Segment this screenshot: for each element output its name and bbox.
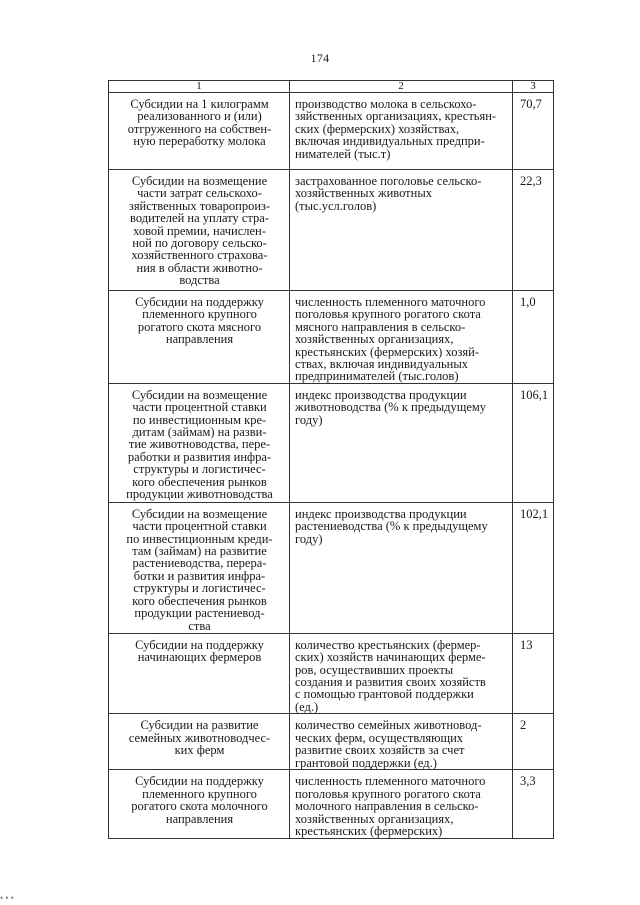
subsidy-name-cell xyxy=(109,383,290,502)
table-body xyxy=(109,93,554,839)
table-row xyxy=(109,291,554,384)
table-header xyxy=(109,81,554,93)
subsidy-name: Субсидии на 1 килограмм реализованного и (или) отгруженного на собствен- ную переработку молока xyxy=(127,97,272,149)
value-cell xyxy=(513,170,554,291)
value-cell xyxy=(513,383,554,502)
subsidy-name: Субсидии на возмещение части процентной ставки по инвестиционным креди- там (займам) на развитие растениеводства, перера- ботки и развития инфра- структуры и логистичес- кого обеспечения рынков продукции растениевод- ства xyxy=(126,506,273,633)
subsidies-table xyxy=(108,80,554,839)
subsidy-name-cell xyxy=(109,170,290,291)
indicator-value: 1,0 xyxy=(520,295,536,309)
indicator-text: количество крестьянских (фермер- ских) хозяйств начинающих ферме- ров, осуществивших проекты создания и развития своих хозяйств с помощью грантовой поддержки (ед.) xyxy=(295,637,486,714)
indicator-value: 70,7 xyxy=(520,97,542,111)
indicator-text: производство молока в сельскохо- зяйственных организациях, крестьян- ских (фермерских) хозяйствах, включая индивидуальных предпри- нимателей (тыс.т) xyxy=(295,97,497,161)
indicator-text: численность племенного маточного поголовья крупного рогатого скота мясного направления в сельско- хозяйственных организациях, крестьянских (фермерских) хозяй- ствах, включая индивидуальных предпринимателей (тыс.голов) xyxy=(295,295,486,384)
indicator-text: индекс производства продукции животноводства (% к предыдущему году) xyxy=(295,387,487,427)
column-header-1: 1 xyxy=(109,81,290,93)
subsidy-name: Субсидии на поддержку племенного крупного рогатого скота молочного направления xyxy=(131,774,268,826)
table-row xyxy=(109,383,554,502)
subsidy-name-cell xyxy=(109,502,290,633)
subsidy-name: Субсидии на возмещение части затрат сельскохо- зяйственных товаропроиз- водителей на уплату стра- ховой премии, начислен- ной по договору сельско- хозяйственного страхова- ния в области животно- водства xyxy=(128,174,271,288)
indicator-cell xyxy=(290,383,513,502)
subsidy-name-cell xyxy=(109,291,290,384)
value-cell xyxy=(513,502,554,633)
indicator-text: индекс производства продукции растениеводства (% к предыдущему году) xyxy=(295,506,488,546)
subsidy-name-cell xyxy=(109,633,290,713)
indicator-cell xyxy=(290,714,513,770)
subsidy-name-cell xyxy=(109,93,290,170)
indicator-value: 22,3 xyxy=(520,174,542,188)
subsidy-name-cell xyxy=(109,714,290,770)
value-cell xyxy=(513,770,554,839)
value-cell xyxy=(513,291,554,384)
subsidy-name: Субсидии на возмещение части процентной ставки по инвестиционным кре- дитам (займам) на разви- тие животноводства, пере- работки и развития инфра- структуры и логистичес- кого обеспечения рынков продукции животноводства xyxy=(126,387,273,502)
indicator-cell xyxy=(290,170,513,291)
subsidy-name-cell xyxy=(109,770,290,839)
indicator-value: 2 xyxy=(520,718,527,733)
value-cell xyxy=(513,93,554,170)
table-row xyxy=(109,633,554,713)
table-row xyxy=(109,770,554,839)
margin-mark: • • • xyxy=(0,893,14,903)
value-cell xyxy=(513,633,554,713)
table-row xyxy=(109,714,554,770)
page-number: 174 xyxy=(310,51,330,65)
table-row xyxy=(109,93,554,170)
subsidy-name: Субсидии на поддержку племенного крупного рогатого скота мясного направления xyxy=(135,295,264,347)
table-row xyxy=(109,502,554,633)
table-row xyxy=(109,170,554,291)
value-cell xyxy=(513,714,554,770)
indicator-value: 13 xyxy=(520,637,533,652)
subsidy-name: Субсидии на развитие семейных животноводчес- ких ферм xyxy=(128,718,271,758)
indicator-value: 106,1 xyxy=(520,387,549,402)
indicator-text: застрахованное поголовье сельско- хозяйственных животных (тыс.усл.голов) xyxy=(295,174,482,213)
indicator-text: численность племенного маточного поголовья крупного рогатого скота молочного направления в сельско- хозяйственных организациях, крестьянских (фермерских) xyxy=(295,774,486,838)
subsidy-name: Субсидии на поддержку начинающих фермеров xyxy=(135,637,264,665)
indicator-cell xyxy=(290,291,513,384)
header-row xyxy=(109,81,554,93)
indicator-value: 102,1 xyxy=(520,506,549,521)
indicator-value: 3,3 xyxy=(520,774,536,789)
indicator-text: количество семейных животновод- ческих ферм, осуществляющих развитие своих хозяйств за счет грантовой поддержки (ед.) xyxy=(295,718,482,770)
indicator-cell xyxy=(290,770,513,839)
column-header-2: 2 xyxy=(290,81,513,93)
column-header-3: 3 xyxy=(513,81,554,93)
indicator-cell xyxy=(290,93,513,170)
indicator-cell xyxy=(290,633,513,713)
indicator-cell xyxy=(290,502,513,633)
